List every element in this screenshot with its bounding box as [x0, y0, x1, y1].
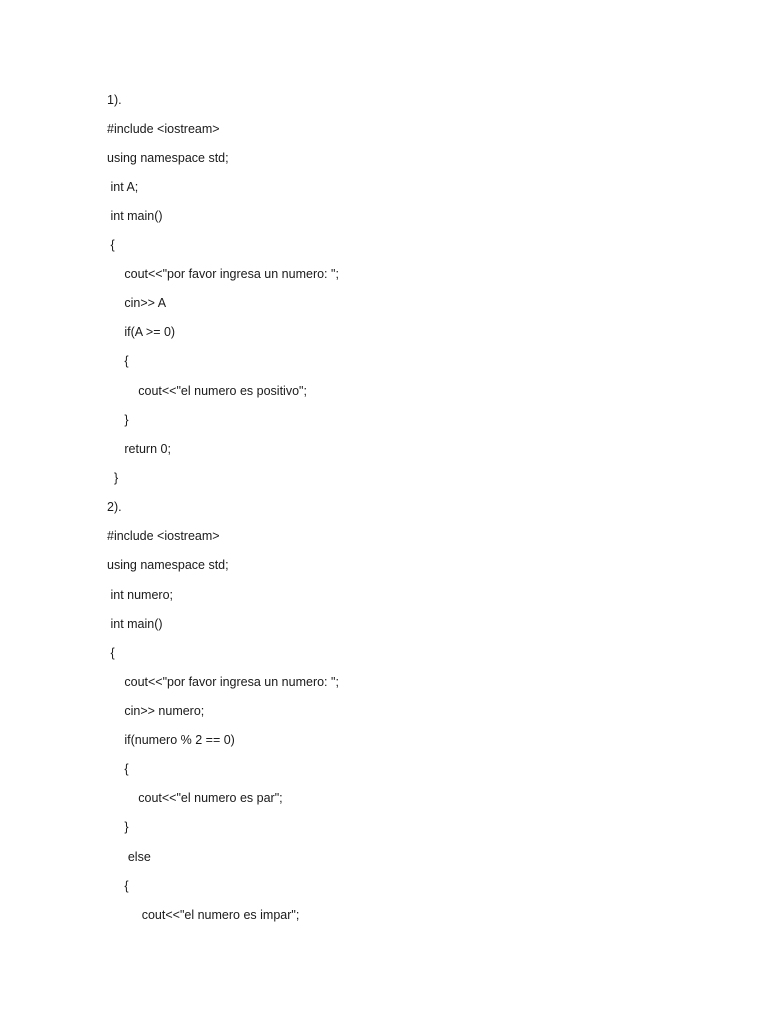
document-line: }	[107, 471, 119, 485]
document-line: {	[107, 879, 129, 893]
document-line: #include <iostream>	[107, 529, 220, 543]
document-line: int numero;	[107, 588, 174, 602]
document-line: using namespace std;	[107, 151, 229, 165]
document-line: cout<<"el numero es positivo";	[107, 384, 307, 398]
document-line: if(A >= 0)	[107, 325, 176, 339]
document-line: else	[107, 850, 151, 864]
document-line: #include <iostream>	[107, 122, 220, 136]
document-line: int main()	[107, 617, 163, 631]
document-line: }	[107, 820, 129, 834]
document-line: 1).	[107, 93, 122, 107]
document-line: if(numero % 2 == 0)	[107, 733, 235, 747]
document-line: using namespace std;	[107, 558, 229, 572]
document-line: cout<<"el numero es impar";	[107, 908, 300, 922]
document-line: return 0;	[107, 442, 171, 456]
document-line: int A;	[107, 180, 139, 194]
document-line: cout<<"por favor ingresa un numero: ";	[107, 675, 339, 689]
document-line: {	[107, 762, 129, 776]
document-line: cin>> numero;	[107, 704, 205, 718]
document-line: 2).	[107, 500, 122, 514]
document-line: {	[107, 646, 115, 660]
document-line: cout<<"el numero es par";	[107, 791, 283, 805]
document-line: {	[107, 238, 115, 252]
document-line: }	[107, 413, 129, 427]
document-line: cout<<"por favor ingresa un numero: ";	[107, 267, 339, 281]
document-line: int main()	[107, 209, 163, 223]
document-line: {	[107, 354, 129, 368]
document-line: cin>> A	[107, 296, 167, 310]
